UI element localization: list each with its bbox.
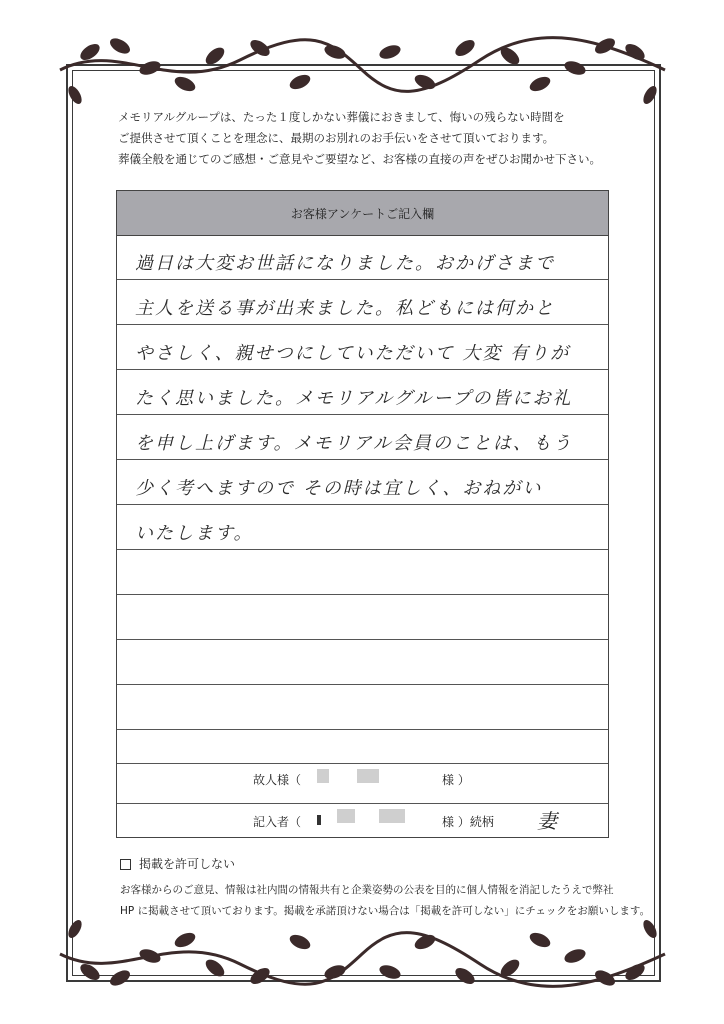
handwritten-line: 過日は大変お世話になりました。おかげさまで [135,253,555,274]
redacted-name-block [317,815,321,825]
handwritten-line: 少く考へますので その時は宜しく、おねがい [135,478,543,499]
redacted-name-block [357,769,379,783]
ruled-line [117,414,608,415]
ruled-line [117,763,608,764]
handwritten-line: 主人を送る事が出来ました。私どもには何かと [135,298,555,319]
ruled-line [117,369,608,370]
ruled-line [117,279,608,280]
ruled-line [117,803,608,804]
writer-suffix: 様 ）続柄 [442,815,494,829]
intro-text [118,107,638,170]
deceased-label: 故人様（ [253,773,302,787]
survey-card-header: お客様アンケートご記入欄 [117,191,608,236]
handwritten-line: を申し上げます。メモリアル会員のことは、もう [135,433,573,454]
bottom-vine-ornament [0,914,724,1024]
handwritten-line: やさしく、親せつにしていただいて 大変 有りが [135,343,571,364]
ruled-line [117,729,608,730]
ruled-line [117,504,608,505]
redacted-name-block [317,769,329,783]
consent-checkbox[interactable] [120,859,131,870]
redacted-name-block [337,809,355,823]
intro-line-1: メモリアルグループは、たった１度しかない葬儀におきまして、悔いの残らない時間を [118,110,565,124]
ruled-line [117,459,608,460]
ruled-line [117,324,608,325]
ruled-line [117,684,608,685]
intro-line-2: ご提供させて頂くことを理念に、最期のお別れのお手伝いをさせて頂いております。 [118,131,555,145]
consent-label: 掲載を許可しない [139,857,236,871]
ruled-line [117,639,608,640]
note-line-2: HP に掲載させて頂いております。掲載を承諾頂けない場合は「掲載を許可しない」にチェックをお願いします。 [120,905,651,917]
redacted-name-block [379,809,405,823]
writer-label: 記入者（ [253,815,302,829]
intro-line-3: 葬儀全般を通じてのご感想・ご意見やご要望など、お客様の直接の声をぜひお聞かせ下さい。 [118,152,601,166]
note-line-1: お客様からのご意見、情報は社内間の情報共有と企業姿勢の公表を目的に個人情報を消記したうえで弊社 [120,884,614,896]
consent-checkbox-row[interactable] [120,855,235,872]
ruled-line [117,549,608,550]
handwritten-line: いたします。 [135,523,254,544]
deceased-suffix: 様 ） [442,773,470,787]
publication-note [120,880,651,922]
survey-card [116,190,609,838]
top-vine-ornament [0,0,724,110]
handwritten-line: たく思いました。メモリアルグループの皆にお礼 [135,388,573,409]
relation-handwritten: 妻 [537,809,557,833]
ruled-line [117,594,608,595]
